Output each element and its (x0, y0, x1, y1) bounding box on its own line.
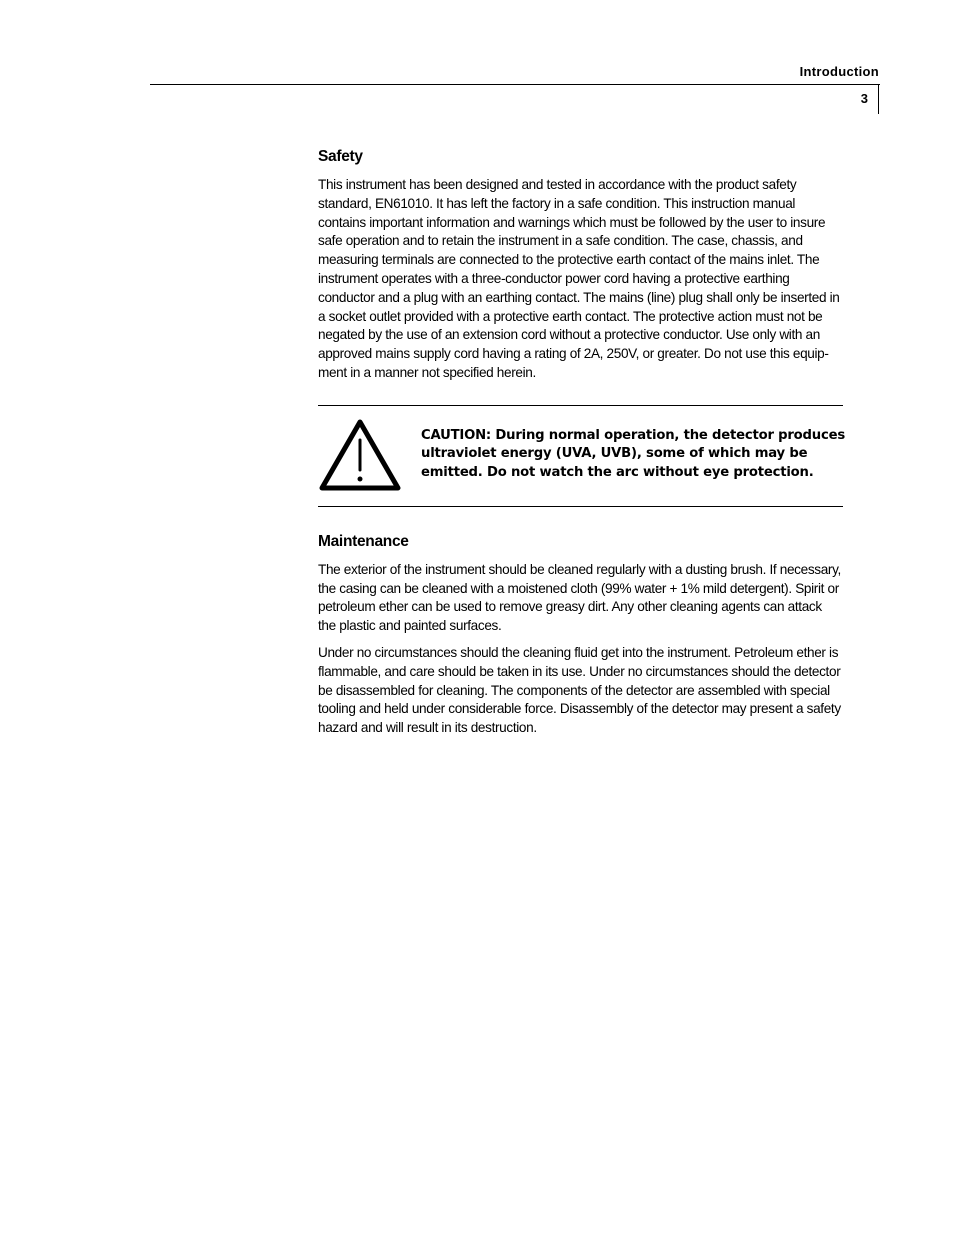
caution-box (318, 405, 843, 507)
safety-paragraph: This instrument has been designed and tested in accordance with the product safety standard, EN61010. It has left the factory in a safe condition. This instruction manual contains important information and warnings which must be followed by the user to insure safe operation and to retain the instrument in a safe condition. The case, chassis, and measuring terminals are connected to the protective earth contact of the mains inlet. The instrument operates with a three-conductor power cord having a protective earthing conductor and a plug with an earthing contact. The mains (line) plug shall only be inserted in a socket outlet provided with a protective earth contact. The protective action must not be negated by the use of an extension cord without a protective conductor. Use only with an approved mains supply cord having a rating of 2A, 250V, or greater. Do not use this equip-ment in a manner not specified herein. (318, 177, 840, 380)
safety-heading: Safety (318, 148, 363, 165)
caution-text: CAUTION: During normal operation, the detector produces ultraviolet energy (UVA, UVB), some of which may be emitted. Do not watch the arc without eye protection. (421, 427, 845, 480)
maintenance-paragraph: Under no circumstances should the cleaning fluid get into the instrument. Petroleum ether is flammable, and care should be taken in its use. Under no circumstances should the detector be disassembled for cleaning. The components of the detector are assembled with special tooling and held under considerable force. Disassembly of the detector may present a safety hazard and will result in its destruction. (318, 644, 841, 736)
safety-section (318, 148, 843, 383)
page-number-bracket (878, 84, 879, 114)
warning-triangle-icon (318, 418, 402, 492)
page-number: 3 (860, 91, 868, 106)
running-header-chapter: Introduction (799, 64, 879, 79)
header-rule (150, 84, 880, 85)
page-content (318, 148, 843, 746)
maintenance-paragraph: The exterior of the instrument should be cleaned regularly with a dusting brush. If necessary, the casing can be cleaned with a moistened cloth (99% water + 1% mild detergent). Spirit or petroleum ether can be used to remove greasy dirt. Any other cleaning agents can attack the plastic and painted surfaces. (318, 561, 841, 634)
maintenance-heading: Maintenance (318, 532, 409, 550)
maintenance-section (318, 533, 843, 738)
